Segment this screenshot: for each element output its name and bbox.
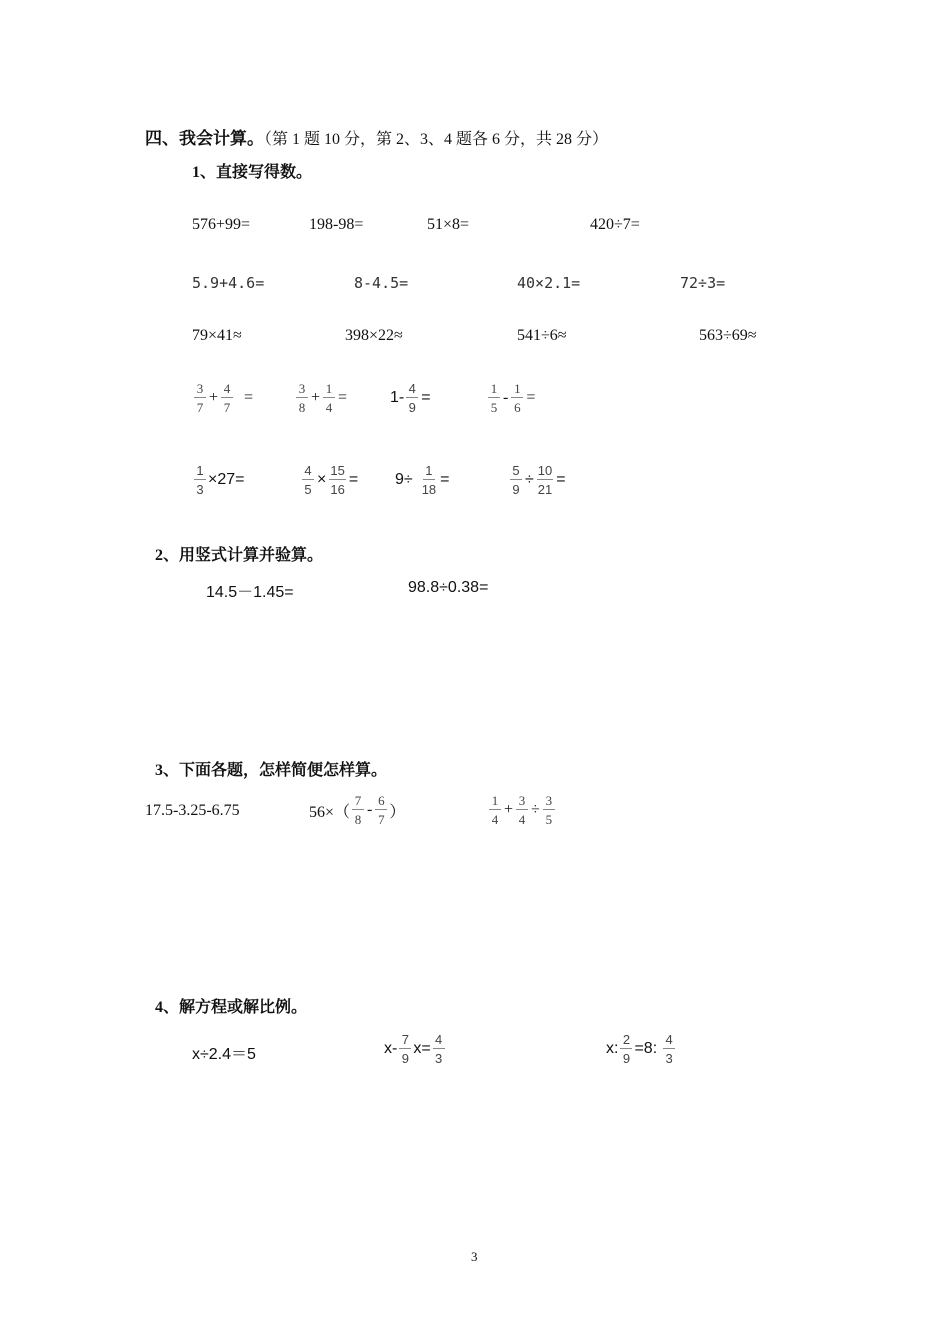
fraction: $\frac{1}{18}$ [421,463,437,497]
fraction: $\frac{5}{9}$ [510,464,522,496]
q3-expr-a: 17.5-3.25-6.75 [145,802,240,819]
fraction: $\frac{4}{3}$ [433,1033,445,1065]
fraction: $\frac{1}{5}$ [488,382,500,414]
q1-row1-item: 51×8= [427,216,470,233]
fraction: $\frac{1}{4}$ [489,794,501,826]
q1-row5-expr-b: $\frac{4}{5}$ × $\frac{15}{16}$ = [300,464,359,496]
q1-row4-expr-d: $\frac{1}{5}$ - $\frac{1}{6}$ = [486,382,536,414]
fraction: $\frac{1}{3}$ [194,464,206,496]
fraction: $\frac{4}{3}$ [663,1033,675,1065]
q1-row1-item: 198-98= [309,216,364,233]
q1-row4-expr-c: 1- $\frac{4}{9}$ = [390,381,431,415]
fraction: $\frac{3}{4}$ [516,794,528,826]
q1-row5-expr-a: $\frac{1}{3}$ ×27= [192,464,244,496]
q1-row4-expr-b: $\frac{3}{8}$ + $\frac{1}{4}$ = [294,382,348,414]
fraction: $\frac{1}{4}$ [323,382,335,414]
q4-expr-b: x- $\frac{7}{9}$ x= $\frac{4}{3}$ [384,1033,447,1065]
q1-row5-expr-d: $\frac{5}{9}$ ÷ $\frac{10}{21}$ = [508,464,567,496]
fraction: $\frac{2}{9}$ [620,1033,632,1065]
q1-row2-item: 8-4.5= [354,274,409,292]
fraction: $\frac{1}{6}$ [511,382,523,414]
q1-row5-expr-c: 9÷ $\frac{1}{18}$ = [395,463,450,497]
fraction: $\frac{15}{16}$ [330,463,345,497]
q1-row3-item: 563÷69≈ [699,327,757,344]
fraction: $\frac{7}{8}$ [352,794,364,826]
section-title: 四、我会计算。 [145,129,264,148]
q1-row3-item: 79×41≈ [192,327,242,344]
q1-title: 1、直接写得数。 [192,164,313,181]
fraction: $\frac{3}{5}$ [543,794,555,826]
fraction: $\frac{4}{9}$ [406,382,418,414]
q3-title: 3、下面各题，怎样简便怎样算。 [155,762,388,779]
fraction: $\frac{4}{7}$ [221,382,233,414]
q1-row3-item: 398×22≈ [345,327,403,344]
page-number: 3 [471,1249,478,1264]
q3-expr-b: 56×（ $\frac{7}{8}$ - $\frac{6}{7}$ ） [309,793,406,827]
fraction: $\frac{6}{7}$ [375,794,387,826]
fraction: $\frac{10}{21}$ [537,463,553,497]
q2-item: 98.8÷0.38= [408,579,489,596]
section-note: （第 1 题 10 分，第 2、3、4 题各 6 分，共 28 分） [264,131,609,148]
q2-item: 14.5－1.45= [206,584,294,601]
fraction: $\frac{3}{7}$ [194,382,206,414]
q2-title: 2、用竖式计算并验算。 [155,547,324,564]
fraction: $\frac{4}{5}$ [302,464,314,496]
q1-row2-item: 40×2.1= [517,274,581,292]
q1-row2-item: 5.9+4.6= [192,274,265,292]
section-heading [145,124,608,149]
fraction: $\frac{3}{8}$ [296,382,308,414]
q1-row1-item: 420÷7= [590,216,640,233]
q4-title: 4、解方程或解比例。 [155,999,308,1016]
q1-row2-item: 72÷3= [680,274,726,292]
fraction: $\frac{7}{9}$ [399,1033,411,1065]
q4-expr-a: x÷2.4＝5 [192,1046,256,1063]
q1-row4-expr-a: $\frac{3}{7}$ + $\frac{4}{7}$ = [192,382,254,414]
q1-row1-item: 576+99= [192,216,251,233]
q1-row3-item: 541÷6≈ [517,327,567,344]
q4-expr-c: x: $\frac{2}{9}$ =8: $\frac{4}{3}$ [606,1033,677,1065]
q3-expr-c: $\frac{1}{4}$ + $\frac{3}{4}$ ÷ $\frac{3}{5}$ [487,794,557,826]
